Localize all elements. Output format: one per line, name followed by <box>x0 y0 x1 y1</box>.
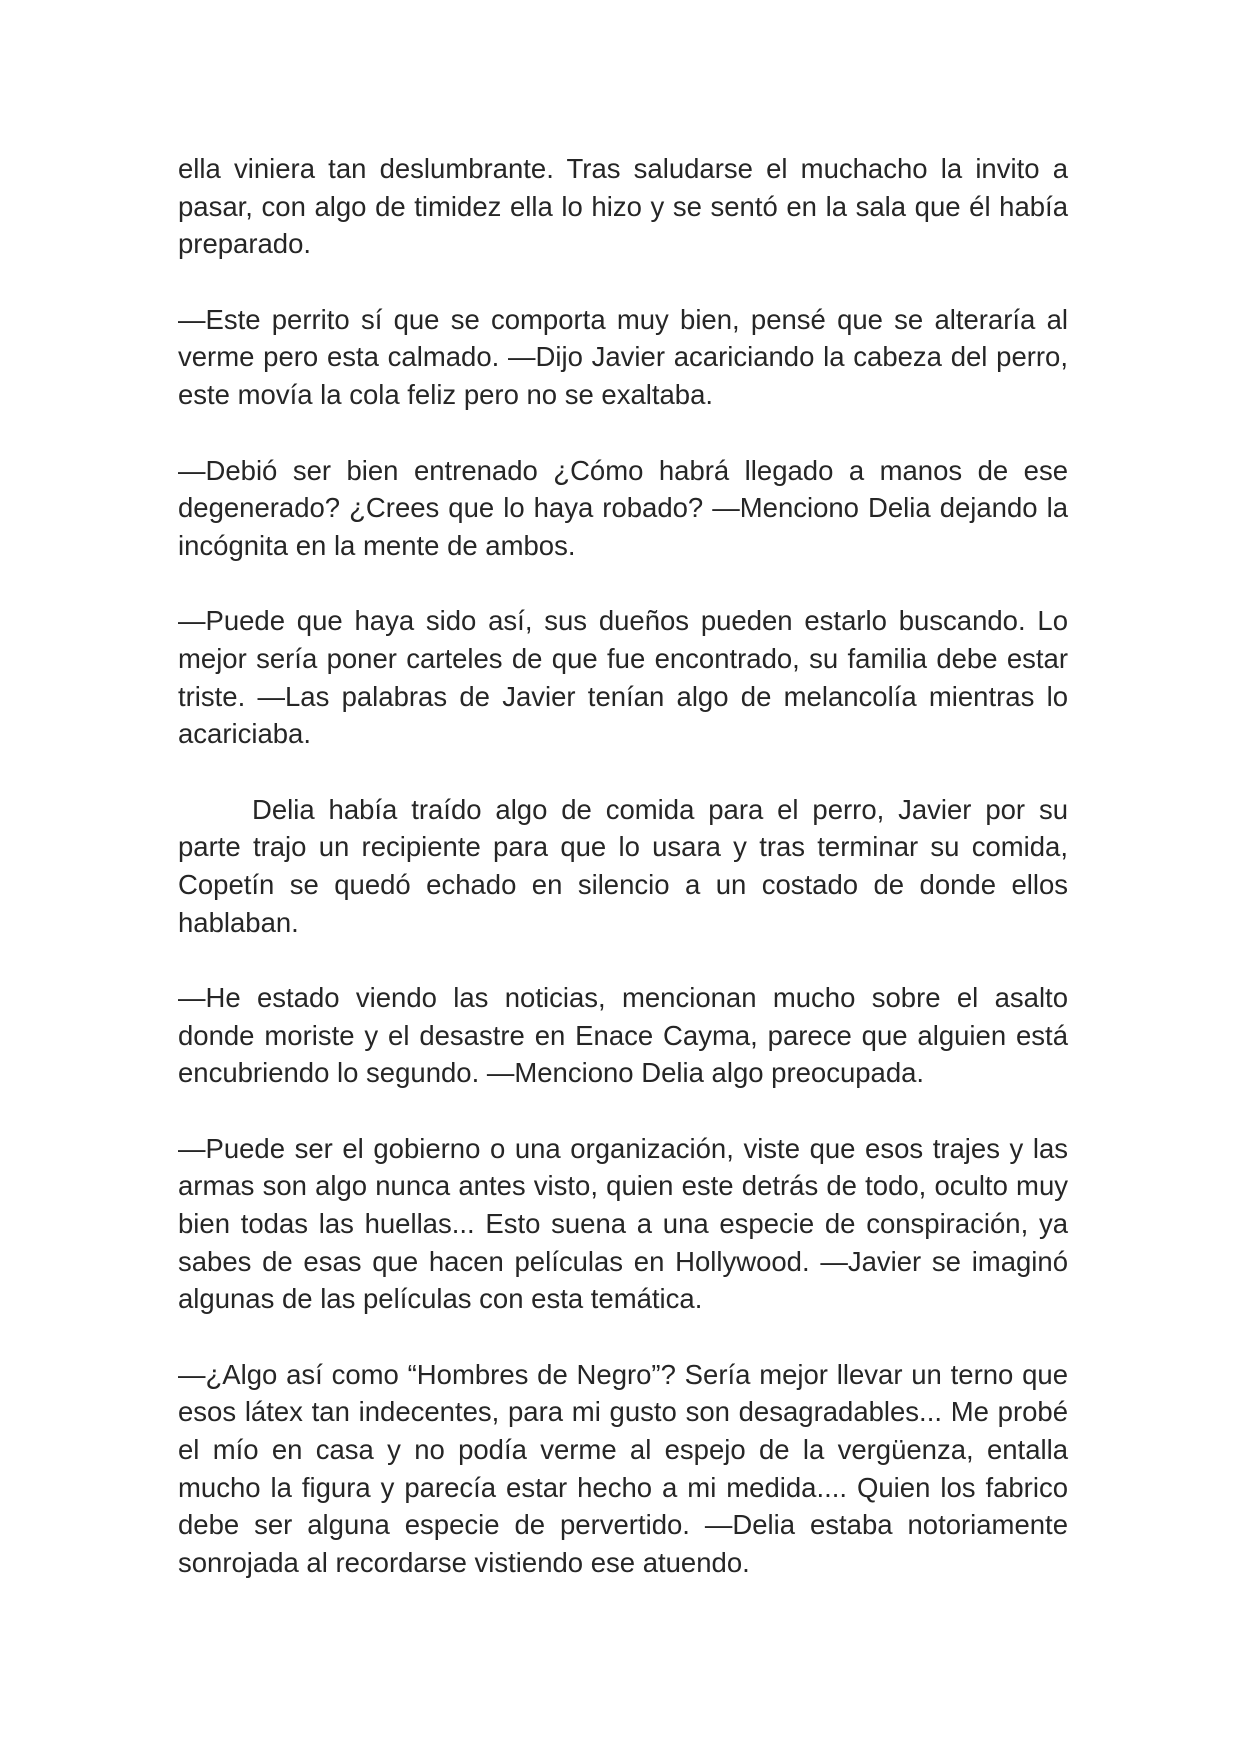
paragraph: —He estado viendo las noticias, mencionan mucho sobre el asalto donde moriste y el desastre en Enace Cayma, parece que alguien está encubriendo lo segundo. —Menciono Delia algo preocupada. <box>178 982 1068 1089</box>
paragraph: ella viniera tan deslumbrante. Tras saludarse el muchacho la invito a pasar, con algo de timidez ella lo hizo y se sentó en la sala que él había preparado. <box>178 153 1068 260</box>
paragraph-indented: Delia había traído algo de comida para el perro, Javier por su parte trajo un recipiente para que lo usara y tras terminar su comida, Copetín se quedó echado en silencio a un costado de donde ellos hablaban. <box>178 793 1068 938</box>
paragraph: —Debió ser bien entrenado ¿Cómo habrá llegado a manos de ese degenerado? ¿Crees que lo haya robado? —Menciono Delia dejando la incógnita en la mente de ambos. <box>178 454 1068 561</box>
paragraph: —Puede ser el gobierno o una organización, viste que esos trajes y las armas son algo nunca antes visto, quien este detrás de todo, oculto muy bien todas las huellas... Esto suena a una especie de conspiración, ya sabes de esas que hacen películas en Hollywood. —Javier se imaginó algunas de las películas con esta temática. <box>178 1132 1068 1315</box>
paragraph: —Puede que haya sido así, sus dueños pueden estarlo buscando. Lo mejor sería poner carteles de que fue encontrado, su familia debe estar triste. —Las palabras de Javier tenían algo de melancolía mientras lo acariciaba. <box>178 605 1068 750</box>
paragraph: —Este perrito sí que se comporta muy bien, pensé que se alteraría al verme pero esta calmado. —Dijo Javier acariciando la cabeza del perro, este movía la cola feliz pero no se exaltaba. <box>178 303 1068 410</box>
paragraph: —¿Algo así como “Hombres de Negro”? Sería mejor llevar un terno que esos látex tan indecentes, para mi gusto son desagradables... Me probé el mío en casa y no podía verme al espejo de la vergüenza, entalla mucho la figura y parecía estar hecho a mi medida.... Quien los fabrico debe ser alguna especie de pervertido. —Delia estaba notoriamente sonrojada al recordarse vistiendo ese atuendo. <box>178 1358 1068 1578</box>
body-text <box>178 150 1068 1619</box>
